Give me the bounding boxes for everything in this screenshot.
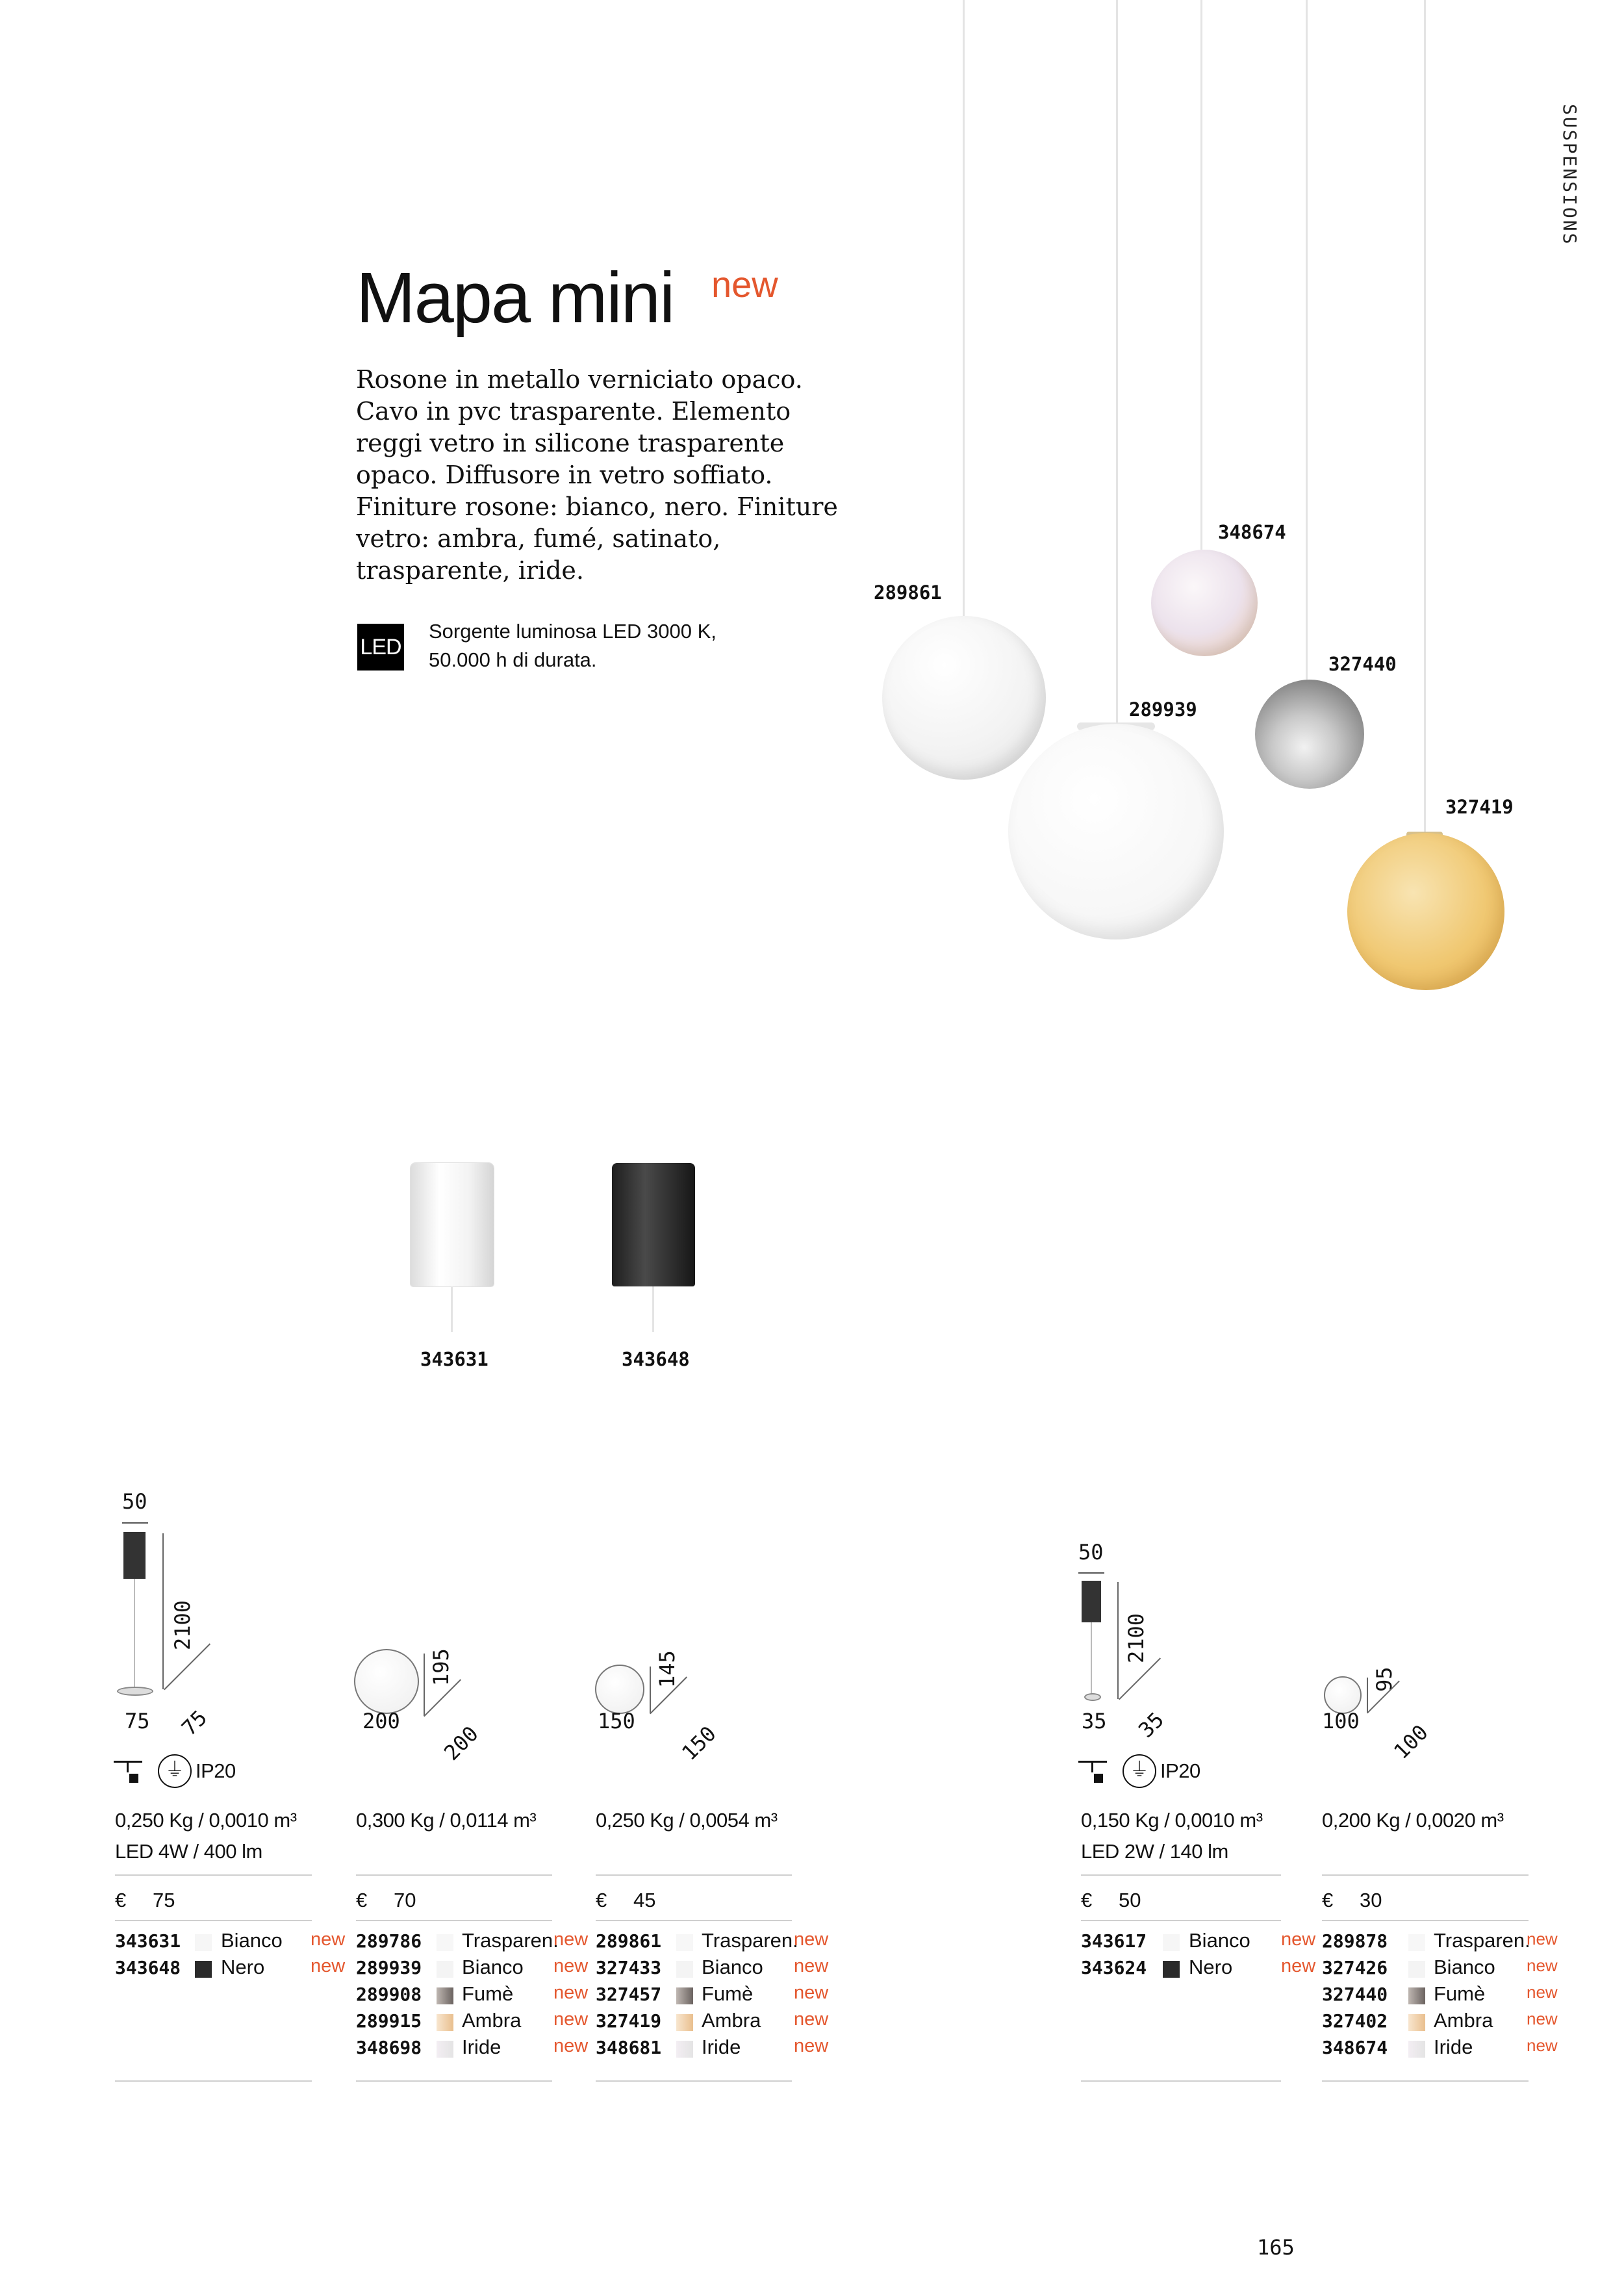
new-badge: new xyxy=(711,264,778,305)
variant-name: Bianco xyxy=(462,1956,524,1978)
cable xyxy=(1116,0,1118,722)
divider xyxy=(115,2080,312,2082)
variant-code: 343631 xyxy=(115,1930,181,1952)
variant-code: 289915 xyxy=(356,2010,422,2032)
variant-name: Nero xyxy=(221,1956,265,1978)
mount-type-icon xyxy=(1078,1761,1117,1787)
variant-name: Bianco xyxy=(221,1929,283,1952)
drawing-canopy xyxy=(123,1532,146,1579)
variant-code: 289908 xyxy=(356,1984,422,2005)
variant-code: 327419 xyxy=(596,2010,662,2032)
color-swatch xyxy=(1408,2041,1425,2058)
dim-height: 2100 xyxy=(1124,1613,1148,1663)
canopy-black-cable xyxy=(652,1286,654,1332)
new-tag: new xyxy=(553,1929,589,1950)
new-tag: new xyxy=(794,1929,829,1950)
color-swatch xyxy=(1408,1934,1425,1951)
new-tag: new xyxy=(1527,1929,1558,1948)
variant-name: Fumè xyxy=(462,1982,514,2005)
hero-code-289861: 289861 xyxy=(874,581,942,604)
globe-amber xyxy=(1347,833,1504,990)
led-icon: LED xyxy=(357,624,404,671)
product-title: Mapa mini xyxy=(356,258,674,338)
divider xyxy=(356,1874,552,1876)
drawing-globe-200 xyxy=(354,1649,419,1714)
new-tag: new xyxy=(1281,1956,1316,1976)
variant-code: 327402 xyxy=(1322,2010,1388,2032)
dim-height-line xyxy=(424,1654,425,1716)
dim-depth: 150 xyxy=(677,1721,721,1765)
globe-clear xyxy=(882,616,1046,780)
drawing-globe-150 xyxy=(595,1665,644,1714)
cable xyxy=(1424,0,1426,832)
divider xyxy=(115,1920,312,1921)
variant-name: Trasparen. xyxy=(462,1929,559,1952)
color-swatch xyxy=(1408,1987,1425,2004)
color-swatch xyxy=(1408,2014,1425,2031)
variant-name: Iride xyxy=(462,2036,501,2058)
led-info xyxy=(429,617,767,674)
canopy-white xyxy=(411,1163,494,1286)
cable xyxy=(1200,0,1202,550)
hero-code-289939: 289939 xyxy=(1129,698,1197,721)
dim-width: 100 xyxy=(1322,1709,1360,1733)
dim-top: 50 xyxy=(122,1489,147,1514)
new-tag: new xyxy=(553,1982,589,2003)
variant-code: 327440 xyxy=(1322,1984,1388,2005)
variant-code: 289939 xyxy=(356,1957,422,1978)
variant-code: 289861 xyxy=(596,1930,662,1952)
dim-top: 50 xyxy=(1078,1540,1104,1565)
weight-volume: 0,150 Kg / 0,0010 m³ xyxy=(1081,1809,1263,1832)
hero-code-327419: 327419 xyxy=(1445,796,1514,818)
globe-white xyxy=(1008,724,1224,939)
price: 30 xyxy=(1360,1889,1382,1911)
variant-row xyxy=(0,2009,1572,2036)
divider xyxy=(1322,1920,1529,1921)
dim-height: 195 xyxy=(429,1648,453,1686)
new-tag: new xyxy=(553,2036,589,2056)
dim-height: 95 xyxy=(1372,1667,1397,1692)
canopy-black xyxy=(612,1163,695,1286)
variant-name: Bianco xyxy=(1189,1929,1250,1952)
variant-code: 289878 xyxy=(1322,1930,1388,1952)
variant-name: Trasparen. xyxy=(702,1929,798,1952)
new-tag: new xyxy=(311,1929,346,1950)
variant-code: 348681 xyxy=(596,2037,662,2058)
variant-row xyxy=(0,1982,1572,2009)
ip-rating: IP20 xyxy=(1160,1759,1200,1782)
dim-height-line xyxy=(162,1533,164,1689)
dim-depth: 75 xyxy=(177,1705,212,1741)
weight-volume: 0,300 Kg / 0,0114 m³ xyxy=(356,1809,537,1832)
dim-height-line xyxy=(1367,1678,1368,1713)
variant-name: Ambra xyxy=(702,2009,761,2032)
new-tag: new xyxy=(794,2036,829,2056)
new-tag: new xyxy=(794,2009,829,2030)
dim-depth-line xyxy=(1119,1657,1161,1700)
dim-height-line xyxy=(1117,1582,1119,1699)
variant-code: 348674 xyxy=(1322,2037,1388,2058)
price: 50 xyxy=(1119,1889,1141,1911)
variant-code: 327426 xyxy=(1322,1957,1388,1978)
new-tag: new xyxy=(1281,1929,1316,1950)
variant-code: 327433 xyxy=(596,1957,662,1978)
variant-row xyxy=(0,1956,1572,1982)
led-info-line1: Sorgente luminosa LED 3000 K, xyxy=(429,620,717,643)
divider xyxy=(356,1920,552,1921)
canopy-code-black: 343648 xyxy=(622,1348,690,1370)
dim-height: 2100 xyxy=(170,1600,195,1650)
divider xyxy=(596,2080,792,2082)
dim-height: 145 xyxy=(655,1650,679,1688)
hero-code-348674: 348674 xyxy=(1218,521,1286,543)
new-tag: new xyxy=(794,1982,829,2003)
dim-width: 150 xyxy=(598,1709,635,1733)
hero-code-327440: 327440 xyxy=(1328,653,1397,675)
variant-name: Ambra xyxy=(1434,2009,1493,2032)
variant-code: 343648 xyxy=(115,1957,181,1978)
weight-volume: 0,200 Kg / 0,0020 m³ xyxy=(1322,1809,1504,1832)
weight-volume: 0,250 Kg / 0,0010 m³ xyxy=(115,1809,297,1832)
variant-name: Fumè xyxy=(1434,1982,1486,2005)
price: 45 xyxy=(633,1889,656,1911)
color-swatch xyxy=(1408,1961,1425,1978)
page-number: 165 xyxy=(1257,2235,1295,2260)
currency: € xyxy=(596,1889,607,1911)
dim-depth: 200 xyxy=(439,1721,483,1765)
new-tag: new xyxy=(311,1956,346,1976)
new-tag: new xyxy=(1527,1982,1558,2002)
divider xyxy=(596,1874,792,1876)
led-info-line2: 50.000 h di durata. xyxy=(429,648,597,671)
canopy-white-cable xyxy=(451,1286,453,1332)
dim-height-line xyxy=(650,1667,651,1713)
variant-row xyxy=(0,1929,1572,1956)
variant-name: Iride xyxy=(702,2036,741,2058)
new-tag: new xyxy=(553,2009,589,2030)
mount-type-icon xyxy=(114,1761,153,1787)
divider xyxy=(1081,1874,1281,1876)
globe-smoke xyxy=(1255,680,1364,789)
variant-code: 289786 xyxy=(356,1930,422,1952)
dim-depth: 100 xyxy=(1389,1720,1433,1764)
power-lumen: LED 2W / 140 lm xyxy=(1081,1840,1228,1863)
dim-top-line xyxy=(1078,1572,1104,1574)
ground-icon: ⏚ xyxy=(1123,1754,1156,1788)
divider xyxy=(356,2080,552,2082)
variant-name: Trasparen. xyxy=(1434,1929,1530,1952)
new-tag: new xyxy=(1527,2009,1558,2028)
variant-code: 327457 xyxy=(596,1984,662,2005)
currency: € xyxy=(1081,1889,1093,1911)
dim-width: 35 xyxy=(1082,1709,1107,1733)
drawing-lamp xyxy=(1084,1693,1101,1701)
variant-name: Ambra xyxy=(462,2009,522,2032)
divider xyxy=(1081,2080,1281,2082)
variant-code: 343617 xyxy=(1081,1930,1147,1952)
cable xyxy=(963,0,965,617)
variant-name: Fumè xyxy=(702,1982,754,2005)
dim-depth-line xyxy=(164,1643,210,1690)
cable xyxy=(1306,0,1308,680)
ground-icon: ⏚ xyxy=(158,1754,192,1788)
divider xyxy=(596,1920,792,1921)
divider xyxy=(1081,1920,1281,1921)
weight-volume: 0,250 Kg / 0,0054 m³ xyxy=(596,1809,778,1832)
variant-name: Bianco xyxy=(1434,1956,1495,1978)
drawing-canopy xyxy=(1082,1581,1101,1622)
dim-width: 75 xyxy=(125,1709,150,1733)
variant-name: Bianco xyxy=(702,1956,763,1978)
canopy-code-white: 343631 xyxy=(420,1348,488,1370)
currency: € xyxy=(356,1889,368,1911)
globe-iride xyxy=(1151,550,1258,656)
divider xyxy=(1322,1874,1529,1876)
variant-row xyxy=(0,2036,1572,2062)
divider xyxy=(1322,2080,1529,2082)
drawing-lamp xyxy=(117,1687,153,1696)
new-tag: new xyxy=(1527,2036,1558,2055)
drawing-cable xyxy=(134,1579,135,1689)
variant-code: 348698 xyxy=(356,2037,422,2058)
new-tag: new xyxy=(794,1956,829,1976)
currency: € xyxy=(115,1889,127,1911)
ip-rating: IP20 xyxy=(196,1759,236,1782)
new-tag: new xyxy=(553,1956,589,1976)
price: 75 xyxy=(153,1889,175,1911)
section-label: SUSPENSIONS xyxy=(1559,104,1580,246)
price: 70 xyxy=(394,1889,416,1911)
new-tag: new xyxy=(1527,1956,1558,1975)
product-description: Rosone in metallo verniciato opaco. Cavo in pvc trasparente. Elemento reggi vetro in silicone trasparente opaco. Diffusore in vetro soffiato. Finiture rosone: bianco, nero. Finiture vetro: ambra, fumé, satinato, trasparente, iride. xyxy=(356,365,838,585)
dim-top-line xyxy=(122,1522,148,1524)
currency: € xyxy=(1322,1889,1334,1911)
power-lumen: LED 4W / 400 lm xyxy=(115,1840,262,1863)
drawing-cable xyxy=(1091,1622,1092,1694)
variant-name: Iride xyxy=(1434,2036,1473,2058)
divider xyxy=(115,1874,312,1876)
dim-width: 200 xyxy=(362,1709,400,1733)
variant-code: 343624 xyxy=(1081,1957,1147,1978)
dim-depth: 35 xyxy=(1134,1707,1169,1743)
variant-name: Nero xyxy=(1189,1956,1233,1978)
